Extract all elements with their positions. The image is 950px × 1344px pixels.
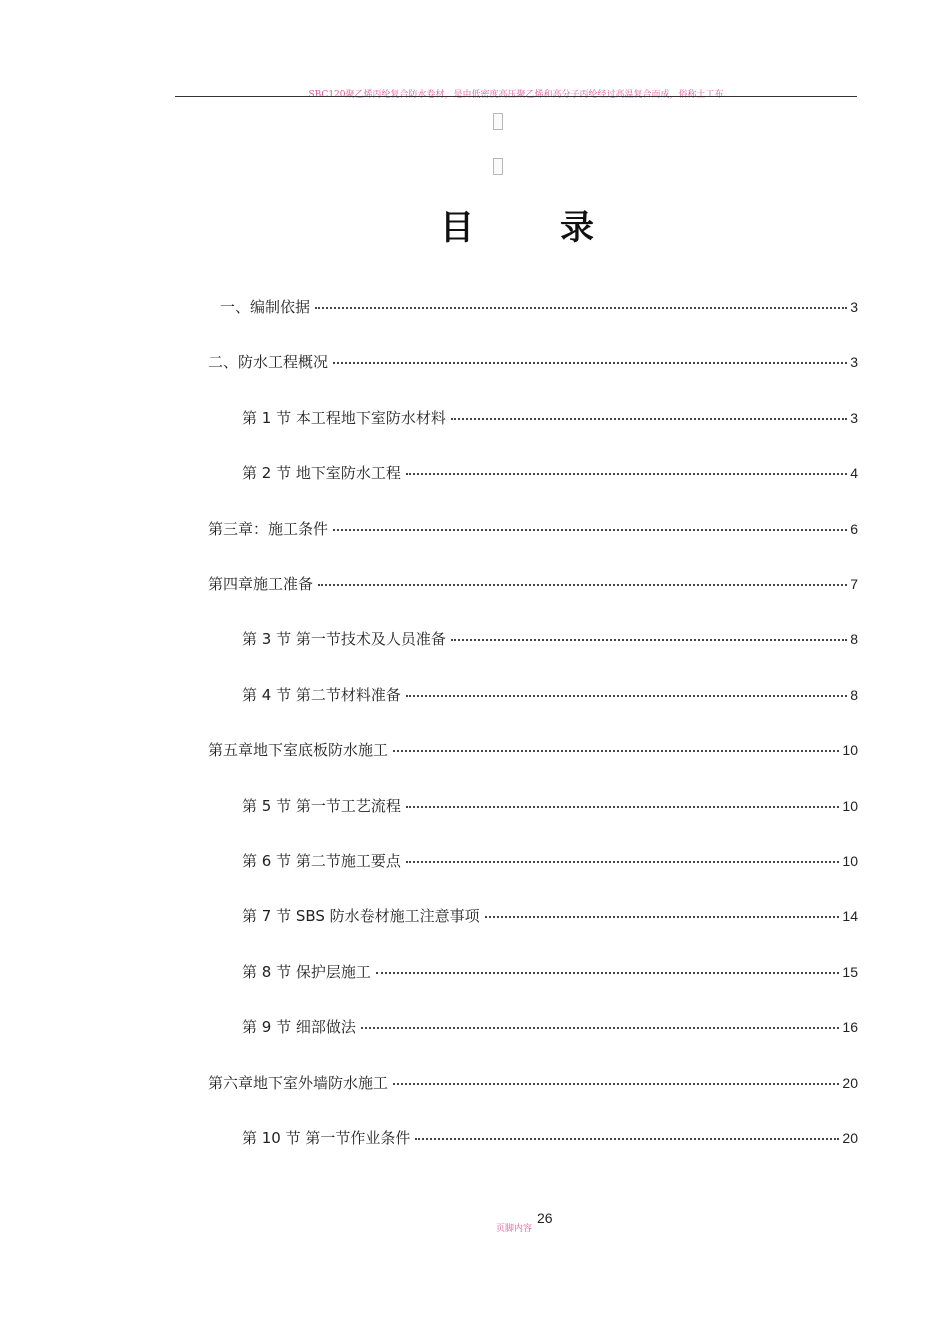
toc-entry-label: 第 10 节 第一节作业条件 [242, 1129, 411, 1147]
toc-entry[interactable] [242, 407, 858, 429]
toc-entry-page: 7 [850, 576, 858, 592]
footer-page-number: 26 [537, 1210, 553, 1226]
toc-entry-page: 16 [842, 1019, 858, 1035]
toc-entry-label: 第六章地下室外墙防水施工 [208, 1074, 389, 1092]
toc-entry[interactable] [242, 684, 858, 706]
toc-dot-leader [315, 307, 847, 309]
toc-entry-page: 20 [842, 1075, 858, 1091]
toc-dot-leader [393, 750, 839, 752]
toc-dot-leader [376, 972, 840, 974]
toc-entry[interactable] [208, 573, 858, 595]
toc-dot-leader [451, 418, 847, 420]
toc-entry[interactable] [208, 518, 858, 540]
toc-entry[interactable] [242, 462, 858, 484]
toc-entry-page: 3 [850, 410, 858, 426]
toc-entry-page: 10 [842, 853, 858, 869]
toc-entry-page: 10 [842, 742, 858, 758]
footer-label: 页脚内容 [496, 1224, 533, 1234]
toc-entry-label: 第 3 节 第一节技术及人员准备 [242, 630, 446, 648]
title-char-1: 目 [440, 208, 476, 248]
toc-entry-label: 二、防水工程概况 [208, 353, 329, 371]
toc-dot-leader [393, 1083, 839, 1085]
toc-entry[interactable] [242, 1016, 858, 1038]
placeholder-mark-icon [493, 113, 503, 130]
toc-entry[interactable] [208, 1072, 858, 1094]
toc-entry-label: 第 5 节 第一节工艺流程 [242, 797, 401, 815]
toc-entry-label: 第 9 节 细部做法 [242, 1018, 356, 1036]
header-running-text: SBC120聚乙烯丙纶复合防水卷材，是由低密度高压聚乙烯和高分子丙纶经过高温复合而成，俗称土工布 [308, 90, 724, 100]
toc-entry[interactable] [220, 296, 858, 318]
toc-entry-page: 15 [842, 964, 858, 980]
toc-entry[interactable] [242, 628, 858, 650]
toc-entry-page: 6 [850, 521, 858, 537]
toc-entry-page: 4 [850, 465, 858, 481]
toc-entry-label: 第 1 节 本工程地下室防水材料 [242, 409, 446, 427]
toc-entry-label: 一、编制依据 [220, 298, 311, 316]
toc-dot-leader [361, 1027, 840, 1029]
toc-entry-label: 第 8 节 保护层施工 [242, 963, 371, 981]
toc-entry[interactable] [242, 1127, 858, 1149]
toc-entry-page: 3 [850, 354, 858, 370]
header-rule [175, 96, 857, 97]
toc-entry-page: 8 [850, 631, 858, 647]
toc-entry[interactable] [242, 905, 858, 927]
toc-entry-page: 3 [850, 299, 858, 315]
placeholder-mark-icon [493, 158, 503, 175]
toc-entry[interactable] [208, 351, 858, 373]
toc-dot-leader [451, 639, 847, 641]
toc-entry-label: 第 6 节 第二节施工要点 [242, 852, 401, 870]
toc-entry-page: 14 [842, 908, 858, 924]
toc-dot-leader [333, 529, 847, 531]
toc-dot-leader [406, 695, 847, 697]
toc-dot-leader [406, 473, 847, 475]
toc-entry-page: 10 [842, 798, 858, 814]
toc-dot-leader [406, 861, 840, 863]
toc-entry[interactable] [208, 739, 858, 761]
toc-dot-leader [415, 1138, 839, 1140]
toc-dot-leader [406, 806, 840, 808]
toc-entry-label: 第 7 节 SBS 防水卷材施工注意事项 [242, 907, 480, 925]
toc-dot-leader [485, 916, 840, 918]
toc-dot-leader [318, 584, 847, 586]
title-char-2: 录 [560, 208, 596, 248]
toc-entry[interactable] [242, 795, 858, 817]
toc-entry[interactable] [242, 961, 858, 983]
toc-entry-label: 第 4 节 第二节材料准备 [242, 686, 401, 704]
toc-entry[interactable] [242, 850, 858, 872]
toc-entry-label: 第五章地下室底板防水施工 [208, 741, 389, 759]
toc-entry-label: 第 2 节 地下室防水工程 [242, 464, 401, 482]
toc-entry-page: 20 [842, 1130, 858, 1146]
toc-dot-leader [333, 362, 847, 364]
toc-entry-label: 第四章施工准备 [208, 575, 314, 593]
toc-entry-label: 第三章：施工条件 [208, 520, 329, 538]
toc-entry-page: 8 [850, 687, 858, 703]
